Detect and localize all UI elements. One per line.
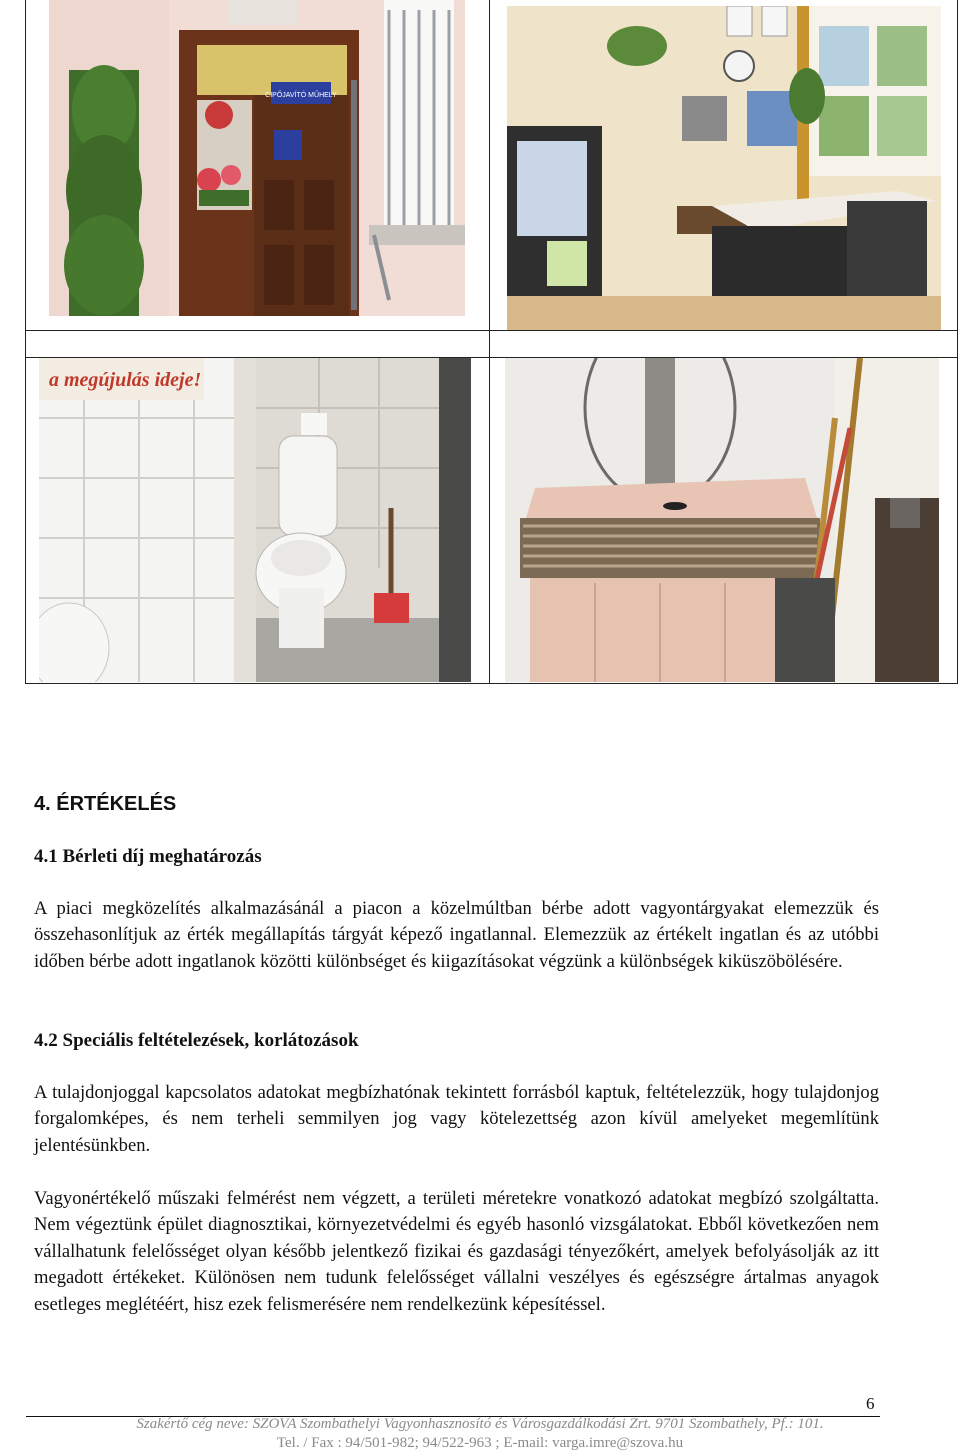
advert-text: a megújulás ideje!: [49, 369, 202, 391]
grid-border-bottom: [25, 683, 958, 684]
paragraph-rent-determination: A piaci megközelítés alkalmazásánál a piacon a közelmúltban bérbe adott vagyontárgyakat elemezzük és összehasonlítjuk az érték megállapítás tárgyát képező ingatlannal. Elemezzük az értékelt ingatlan és az utóbbi időben bérbe adott ingatlanok közötti különbséget és kiigazításokat végzünk a különbségek kiküszöbölésére.: [34, 898, 879, 972]
section-heading: 4. ÉRTÉKELÉS: [34, 793, 177, 815]
page-number: 6: [866, 1394, 875, 1413]
photo-toilet: [39, 358, 471, 682]
paragraph-ownership-assumptions: A tulajdonjoggal kapcsolatos adatokat megbízhatónak tekintett forrásból kaptuk, feltételezzük, hogy tulajdonjog forgalomképes, és nem terheli semmilyen jog vagy kötelezettség azon kívül amelyeket megemlítünk jelentésünkben.: [34, 1082, 879, 1156]
grid-border-left: [25, 0, 26, 684]
grid-border-right: [957, 0, 958, 684]
grid-divider-top: [25, 330, 958, 331]
subsection-title-4-1: 4.1 Bérleti díj meghatározás: [34, 846, 262, 867]
photo-grid: [25, 0, 958, 684]
paragraph-limitations: Vagyonértékelő műszaki felmérést nem végzett, a területi méretekre vonatkozó adatokat megbízó szolgáltatta. Nem végeztünk épület diagnosztikai, környezetvédelmi és egyéb hasonló vizsgálatokat. Ebből következően nem vállalhatunk felelősséget olyan később jelentkező fizikai és gazdasági tényezőkért, amelyek befolyásolják az itt megadott értékeket. Különösen nem tudunk felelősséget vállalni veszélyes és egészségre ártalmas anyagok esetleges meglétéért, hisz ezek felismerésére nem rendelkezünk képesítéssel.: [34, 1188, 879, 1315]
grid-divider-vertical: [489, 0, 490, 684]
subsection-title-4-2: 4.2 Speciális feltételezések, korlátozások: [34, 1030, 359, 1051]
photo-shop-interior: [507, 6, 941, 330]
door-sign-text: CIPŐJAVÍTÓ MŰHELY: [265, 92, 337, 99]
footer-company: Szakértő cég neve: SZOVA Szombathelyi Vagyonhasznosító és Városgazdálkodási Zrt. 9701 Szombathely, Pf.: 101.: [136, 1416, 824, 1432]
photo-entrance-door: [49, 0, 465, 316]
footer-contact: Tel. / Fax : 94/501-982; 94/522-963 ; E-mail: varga.imre@szova.hu: [276, 1435, 684, 1451]
photo-heater: [505, 358, 939, 682]
